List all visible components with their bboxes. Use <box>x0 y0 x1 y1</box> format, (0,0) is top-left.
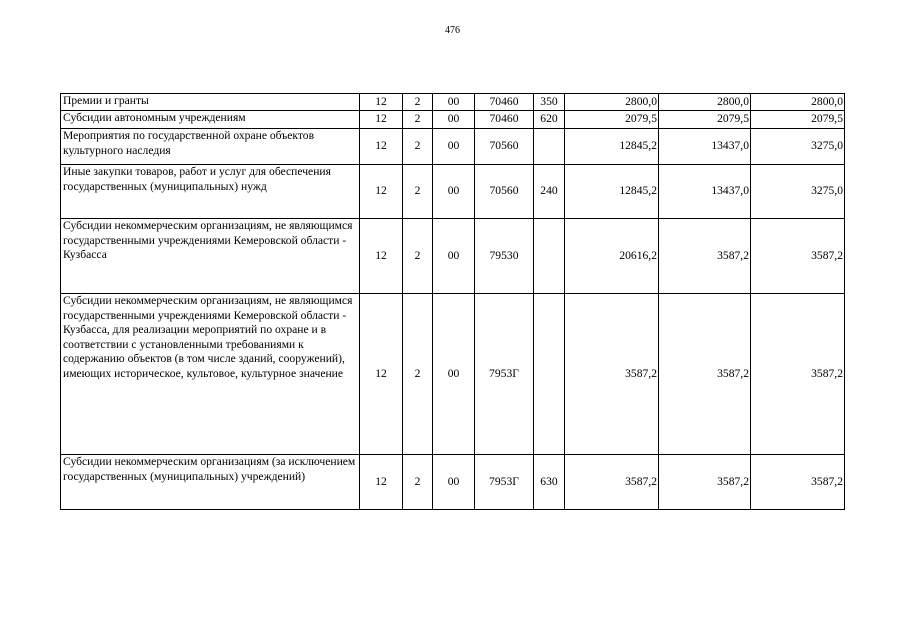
row-section: 12 <box>360 111 403 129</box>
row-sum-3: 2079,5 <box>751 111 845 129</box>
row-name: Субсидии некоммерческим организациям, не являющимся государственными учреждениями Кемеровской области - Кузбасса <box>61 219 360 294</box>
row-section: 12 <box>360 294 403 455</box>
row-program: 00 <box>433 111 475 129</box>
row-program: 00 <box>433 294 475 455</box>
row-expense-type: 620 <box>534 111 565 129</box>
row-program: 00 <box>433 94 475 111</box>
row-expense-type <box>534 129 565 165</box>
row-sum-1: 12845,2 <box>565 165 659 219</box>
table-row <box>61 455 845 510</box>
row-target-article: 7953Г <box>475 455 534 510</box>
row-name: Мероприятия по государственной охране объектов культурного наследия <box>61 129 360 165</box>
row-sum-3: 3275,0 <box>751 165 845 219</box>
budget-table <box>60 93 845 510</box>
row-sum-3: 3587,2 <box>751 294 845 455</box>
row-sum-3: 3587,2 <box>751 455 845 510</box>
row-sum-2: 2079,5 <box>659 111 751 129</box>
table-row <box>61 94 845 111</box>
row-program: 00 <box>433 455 475 510</box>
row-sum-1: 20616,2 <box>565 219 659 294</box>
row-expense-type: 240 <box>534 165 565 219</box>
row-target-article: 70560 <box>475 165 534 219</box>
row-sum-1: 2079,5 <box>565 111 659 129</box>
table-row <box>61 219 845 294</box>
row-name: Субсидии некоммерческим организациям, не являющимся государственными учреждениями Кемеровской области - Кузбасса, для реализации мероприятий по охране и в соответствии с установленными требованиями к содержанию объектов (в том числе зданий, сооружений), имеющих историческое, культовое, культурное значение <box>61 294 360 455</box>
row-sum-2: 3587,2 <box>659 219 751 294</box>
row-expense-type: 630 <box>534 455 565 510</box>
row-program: 00 <box>433 219 475 294</box>
row-section: 12 <box>360 165 403 219</box>
row-subsection: 2 <box>403 129 433 165</box>
table-row <box>61 129 845 165</box>
row-expense-type <box>534 219 565 294</box>
row-sum-1: 3587,2 <box>565 455 659 510</box>
row-subsection: 2 <box>403 111 433 129</box>
row-name: Субсидии автономным учреждениям <box>61 111 360 129</box>
row-subsection: 2 <box>403 294 433 455</box>
row-sum-1: 12845,2 <box>565 129 659 165</box>
row-section: 12 <box>360 219 403 294</box>
row-target-article: 70560 <box>475 129 534 165</box>
row-subsection: 2 <box>403 455 433 510</box>
row-sum-2: 13437,0 <box>659 129 751 165</box>
row-expense-type <box>534 294 565 455</box>
row-expense-type: 350 <box>534 94 565 111</box>
row-section: 12 <box>360 455 403 510</box>
row-program: 00 <box>433 129 475 165</box>
row-subsection: 2 <box>403 219 433 294</box>
row-section: 12 <box>360 129 403 165</box>
row-sum-3: 2800,0 <box>751 94 845 111</box>
row-subsection: 2 <box>403 94 433 111</box>
row-sum-2: 3587,2 <box>659 455 751 510</box>
row-name: Субсидии некоммерческим организациям (за исключением государственных (муниципальных) учреждений) <box>61 455 360 510</box>
row-sum-2: 2800,0 <box>659 94 751 111</box>
row-name: Премии и гранты <box>61 94 360 111</box>
row-sum-2: 3587,2 <box>659 294 751 455</box>
row-name: Иные закупки товаров, работ и услуг для обеспечения государственных (муниципальных) нужд <box>61 165 360 219</box>
row-sum-1: 3587,2 <box>565 294 659 455</box>
table-row <box>61 111 845 129</box>
row-sum-3: 3587,2 <box>751 219 845 294</box>
table-row <box>61 294 845 455</box>
row-sum-2: 13437,0 <box>659 165 751 219</box>
row-sum-3: 3275,0 <box>751 129 845 165</box>
page-number: 476 <box>445 25 460 36</box>
row-section: 12 <box>360 94 403 111</box>
row-program: 00 <box>433 165 475 219</box>
row-target-article: 70460 <box>475 94 534 111</box>
row-target-article: 7953Г <box>475 294 534 455</box>
row-subsection: 2 <box>403 165 433 219</box>
row-sum-1: 2800,0 <box>565 94 659 111</box>
row-target-article: 70460 <box>475 111 534 129</box>
row-target-article: 79530 <box>475 219 534 294</box>
table-row <box>61 165 845 219</box>
